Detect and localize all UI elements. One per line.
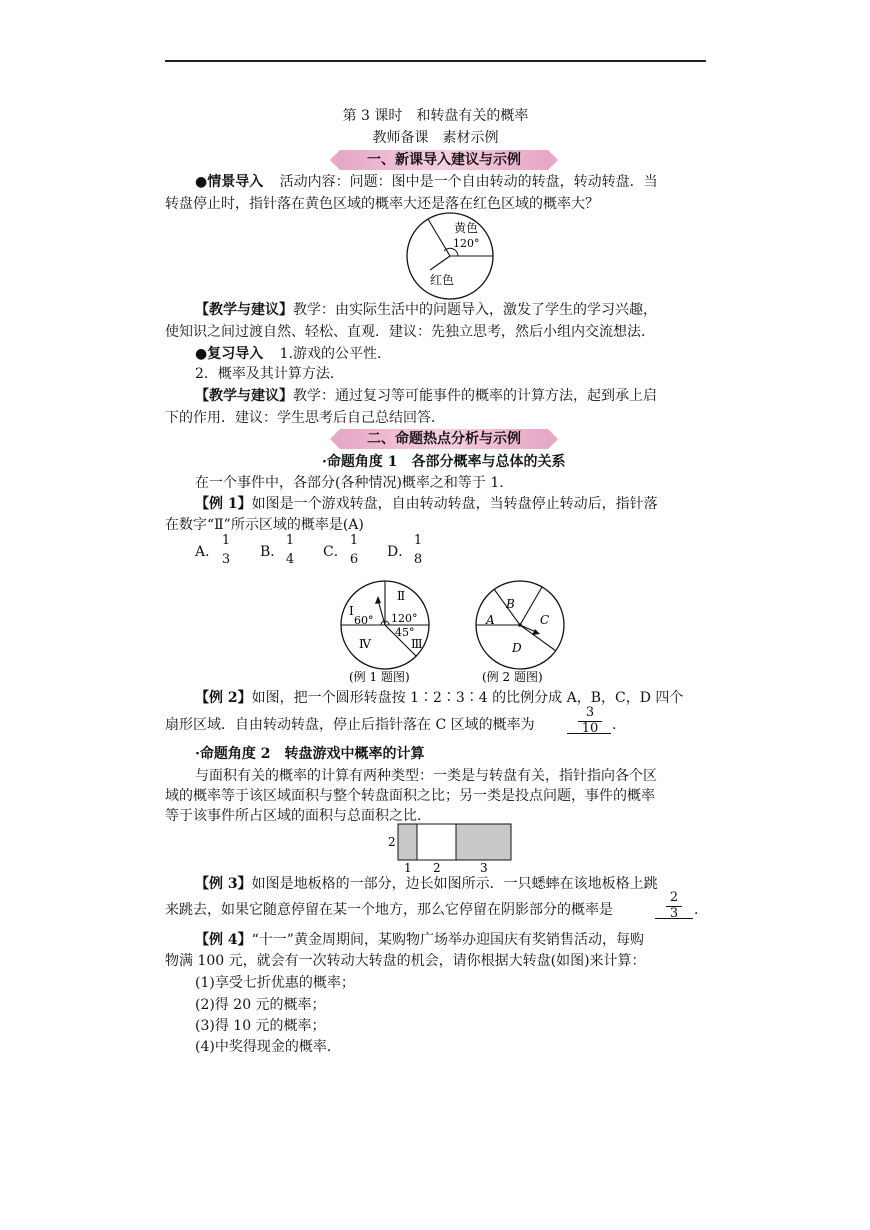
section-banner-1-label: 一、新课导入建议与示例: [367, 152, 521, 168]
fig1-label-iii: Ⅲ: [411, 637, 423, 651]
intro-label: ●情景导入: [195, 174, 264, 190]
ex1-spinner-figure: [335, 580, 435, 685]
ex1-label: 【例 1】: [195, 496, 252, 512]
angle1-title: ·命题角度 1 各部分概率与总体的关系: [322, 454, 566, 470]
lesson-title: 第 3 课时 和转盘有关的概率: [342, 108, 529, 124]
review-label: ●复习导入: [195, 346, 264, 362]
ex2-line-2: 扇形区域．自由转动转盘，停止后指针落在 C 区域的概率为: [165, 717, 535, 733]
ex1-option-a-fraction: [219, 534, 233, 567]
ex1-option-d-den: 8: [413, 552, 423, 567]
ex1-option-b-num: 1: [285, 533, 295, 548]
ex4-label: 【例 4】: [195, 932, 252, 948]
ex2-spinner-figure: [472, 580, 572, 685]
advice1-line-1: 教学：由实际生活中的问题导入，激发了学生的学习兴趣，: [293, 302, 657, 318]
ex3-end: ．: [694, 902, 708, 918]
fig2-caption: (例 2 题图): [482, 670, 543, 684]
fig1-angle-120: 120°: [391, 612, 418, 625]
ex2-answer-den: 10: [578, 721, 602, 736]
fig1-angle-60: 60°: [354, 614, 374, 627]
fig1-label-iv: Ⅳ: [359, 637, 371, 651]
ex1-option-d-fraction: [411, 534, 425, 567]
ex3-floor-tile-figure: [385, 820, 515, 874]
ex1-option-c-den: 6: [349, 552, 359, 567]
advice1-label: 【教学与建议】: [195, 302, 293, 318]
ex2-end: ．: [612, 717, 626, 733]
header-rule: [165, 60, 706, 62]
section-banner-1: [340, 150, 548, 170]
ex4-item-3: (3)得 10 元的概率；: [195, 1018, 326, 1034]
fig1-label-i: Ⅰ: [349, 604, 354, 618]
ex2-answer-num: 3: [585, 705, 595, 720]
fig1-label-ii: Ⅱ: [397, 589, 406, 603]
tile-width-3: 3: [480, 861, 488, 874]
ex2-label: 【例 2】: [195, 690, 252, 706]
spinner-red-label: 红色: [430, 273, 455, 287]
tile-height-label: 2: [388, 835, 396, 849]
ex4-item-1: (1)享受七折优惠的概率；: [195, 975, 355, 991]
fig1-angle-45: 45°: [395, 626, 415, 639]
advice2-line-2: 下的作用．建议：学生思考后自己总结回答．: [165, 410, 445, 426]
ex3-line-2: 来跳去，如果它随意停留在某一个地方，那么它停留在阴影部分的概率是: [165, 902, 613, 918]
ex1-option-b-letter: B．: [260, 544, 285, 560]
ex1-option-d-letter: D．: [387, 544, 413, 560]
spinner-angle-label: 120°: [453, 237, 480, 250]
ex3-answer-num: 2: [669, 890, 679, 905]
angle2-title: ·命题角度 2 转盘游戏中概率的计算: [195, 746, 425, 762]
ex3-answer-den: 3: [666, 906, 682, 921]
ex2-answer-fraction: [578, 706, 602, 736]
lesson-subtitle: 教师备课 素材示例: [372, 130, 499, 146]
intro-line-1: 活动内容：问题：图中是一个自由转动的转盘，转动转盘．当: [279, 174, 658, 190]
ex1-option-a-num: 1: [221, 533, 231, 548]
angle2-line-3: 等于该事件所占区域的面积与总面积之比．: [165, 808, 431, 824]
advice2-line-1: 教学：通过复习等可能事件的概率的计算方法，起到承上启: [293, 388, 657, 404]
ex1-option-c-num: 1: [349, 533, 359, 548]
advice1-line-2: 使知识之间过渡自然、轻松、直观．建议：先独立思考，然后小组内交流想法．: [165, 324, 655, 340]
ex4-item-4: (4)中奖得现金的概率．: [195, 1039, 341, 1055]
fig2-label-b: B: [506, 597, 515, 611]
fig2-label-a: A: [486, 613, 495, 627]
angle1-text: 在一个事件中，各部分(各种情况)概率之和等于 1.: [195, 475, 504, 491]
ex4-line-2: 物满 100 元，就会有一次转动大转盘的机会，请你根据大转盘(如图)来计算：: [165, 953, 646, 969]
ex1-option-c-fraction: [347, 534, 361, 567]
ex1-line-1: 如图是一个游戏转盘，自由转动转盘，当转盘停止转动后，指针落: [251, 496, 658, 512]
fig2-label-c: C: [540, 613, 550, 627]
review-line-1: 1.游戏的公平性．: [279, 346, 392, 362]
ex2-line-1: 如图，把一个圆形转盘按 1∶2∶3∶4 的比例分成 A，B，C，D 四个: [251, 690, 684, 706]
intro-spinner-figure: [400, 212, 500, 302]
ex1-option-c-letter: C．: [323, 544, 348, 560]
advice2-label: 【教学与建议】: [195, 388, 293, 404]
ex1-option-d-num: 1: [413, 533, 423, 548]
tile-width-2: 2: [433, 861, 441, 874]
ex3-answer-fraction: [666, 891, 682, 921]
ex4-item-2: (2)得 20 元的概率；: [195, 997, 326, 1013]
fig1-caption: (例 1 题图): [349, 670, 410, 684]
ex1-option-a-letter: A．: [195, 544, 220, 560]
section-banner-2: [340, 429, 548, 449]
ex1-option-b-fraction: [283, 534, 297, 567]
section-banner-2-label: 二、命题热点分析与示例: [367, 431, 521, 447]
ex1-option-b-den: 4: [285, 552, 295, 567]
angle2-line-1: 与面积有关的概率的计算有两种类型：一类是与转盘有关，指针指向各个区: [195, 768, 657, 784]
ex1-line-2: 在数字“Ⅱ”所示区域的概率是(A): [165, 517, 364, 533]
ex3-line-1: 如图是地板格的一部分，边长如图所示．一只蟋蟀在该地板格上跳: [251, 876, 658, 892]
ex4-line-1: “十一”黄金周期间，某购物广场举办迎国庆有奖销售活动，每购: [251, 932, 644, 948]
angle2-line-2: 域的概率等于该区域面积与整个转盘面积之比；另一类是投点问题，事件的概率: [165, 788, 655, 804]
ex1-option-a-den: 3: [221, 552, 231, 567]
fig2-label-d: D: [512, 641, 522, 655]
spinner-yellow-label: 黄色: [454, 221, 479, 235]
intro-line-2: 转盘停止时，指针落在黄色区域的概率大还是落在红色区域的概率大？: [165, 196, 599, 212]
review-line-2: 2．概率及其计算方法．: [195, 366, 344, 382]
ex3-label: 【例 3】: [195, 876, 252, 892]
tile-width-1: 1: [404, 861, 412, 874]
